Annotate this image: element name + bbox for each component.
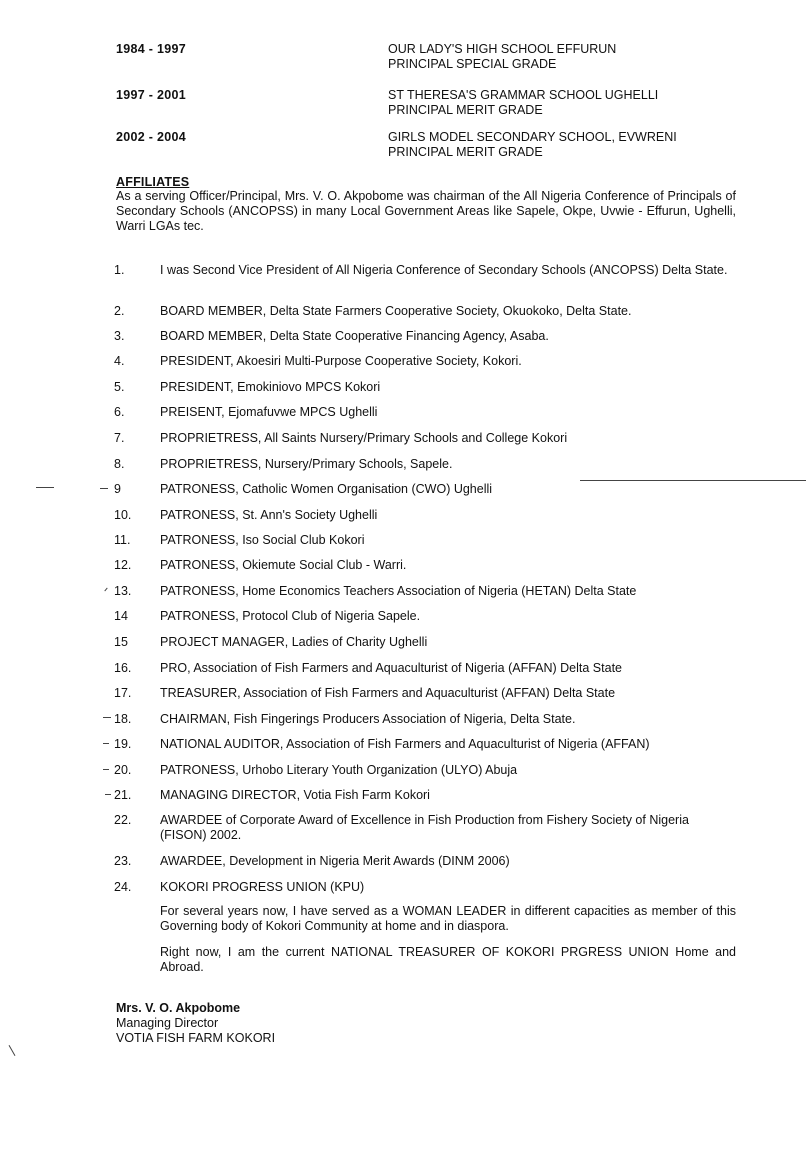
career-title (388, 42, 788, 72)
signature-company: VOTIA FISH FARM KOKORI (116, 1031, 276, 1045)
item-text: KOKORI PROGRESS UNION (KPU) (160, 880, 365, 894)
scan-dash-mark (36, 487, 54, 488)
scan-dash-mark (103, 769, 109, 770)
scan-dash-mark (103, 743, 109, 744)
item-text: NATIONAL AUDITOR, Association of Fish Farmers and Aquaculturist of Nigeria (AFFAN) (160, 737, 650, 751)
item-text: I was Second Vice President of All Nigeria Conference of Secondary Schools (ANCOPSS) Delta State. (160, 263, 728, 277)
item-number: 1. (114, 263, 125, 277)
item-number: 2. (114, 304, 125, 318)
career-grade: PRINCIPAL MERIT GRADE (388, 103, 543, 117)
career-school: OUR LADY'S HIGH SCHOOL EFFURUN (388, 42, 617, 56)
item-number: 23. (114, 854, 132, 868)
item-number: 24. (114, 880, 132, 894)
item-number: 18. (114, 712, 132, 726)
affiliates-heading: AFFILIATES (116, 175, 190, 189)
signature-title: Managing Director (116, 1016, 219, 1030)
item-number: 5. (114, 380, 125, 394)
item-text: PATRONESS, Iso Social Club Kokori (160, 533, 365, 547)
item-text: PREISENT, Ejomafuvwe MPCS Ughelli (160, 405, 378, 419)
item-number: 11. (114, 533, 131, 547)
career-years: 1984 - 1997 (116, 42, 187, 56)
career-grade: PRINCIPAL SPECIAL GRADE (388, 57, 557, 71)
item-number: 15 (114, 635, 128, 649)
item-text: PATRONESS, Home Economics Teachers Association of Nigeria (HETAN) Delta State (160, 584, 637, 598)
scan-dash-mark (103, 717, 111, 718)
item-number: 4. (114, 354, 125, 368)
item-text: TREASURER, Association of Fish Farmers and Aquaculturist (AFFAN) Delta State (160, 686, 616, 700)
item-text: BOARD MEMBER, Delta State Cooperative Financing Agency, Asaba. (160, 329, 549, 343)
career-school: ST THERESA'S GRAMMAR SCHOOL UGHELLI (388, 88, 659, 102)
signature-name: Mrs. V. O. Akpobome (116, 1001, 241, 1015)
item-text: PRESIDENT, Emokiniovo MPCS Kokori (160, 380, 381, 394)
item-text: PRO, Association of Fish Farmers and Aquaculturist of Nigeria (AFFAN) Delta State (160, 661, 622, 675)
scan-dash-mark (100, 488, 108, 489)
item-number: 9 (114, 482, 121, 496)
item-text: CHAIRMAN, Fish Fingerings Producers Association of Nigeria, Delta State. (160, 712, 576, 726)
career-years: 1997 - 2001 (116, 88, 187, 102)
item-number: 6. (114, 405, 125, 419)
item-text: AWARDEE of Corporate Award of Excellence in Fish Production from Fishery Society of Nigeria (FISON) 2002. (160, 813, 689, 842)
scan-stroke-mark (9, 1045, 16, 1056)
item-text: MANAGING DIRECTOR, Votia Fish Farm Kokori (160, 788, 430, 802)
item-text: PATRONESS, Okiemute Social Club - Warri. (160, 558, 407, 572)
career-title (388, 130, 788, 160)
item-text: PATRONESS, St. Ann's Society Ughelli (160, 508, 378, 522)
item-text: PROPRIETRESS, All Saints Nursery/Primary Schools and College Kokori (160, 431, 568, 445)
scan-tick-mark (104, 588, 107, 592)
affiliates-intro: As a serving Officer/Principal, Mrs. V. O. Akpobome was chairman of the All Nigeria Conference of Principals of Secondary Schools (ANCOPSS) in many Local Government Areas like Sapele, Okpe, Uvwie - Effurun, Ughelli, Warri LGAs tec. (116, 189, 736, 233)
kpu-paragraph: For several years now, I have served as a WOMAN LEADER in different capacities as member of this Governing body of Kokori Community at home and in diaspora. (160, 904, 736, 933)
item-text: AWARDEE, Development in Nigeria Merit Awards (DINM 2006) (160, 854, 510, 868)
career-years: 2002 - 2004 (116, 130, 187, 144)
kpu-paragraph: Right now, I am the current NATIONAL TREASURER OF KOKORI PRGRESS UNION Home and Abroad. (160, 945, 736, 974)
item-text: BOARD MEMBER, Delta State Farmers Cooperative Society, Okuokoko, Delta State. (160, 304, 632, 318)
item-number: 13. (114, 584, 132, 598)
item-number: 16. (114, 661, 132, 675)
item-number: 3. (114, 329, 125, 343)
item-number: 19. (114, 737, 132, 751)
item-text: PROPRIETRESS, Nursery/Primary Schools, Sapele. (160, 457, 453, 471)
item-number: 8. (114, 457, 125, 471)
item-number: 12. (114, 558, 132, 572)
item-number: 21. (114, 788, 132, 802)
item-text: PRESIDENT, Akoesiri Multi-Purpose Cooperative Society, Kokori. (160, 354, 522, 368)
item-text: PATRONESS, Protocol Club of Nigeria Sapele. (160, 609, 421, 623)
career-grade: PRINCIPAL MERIT GRADE (388, 145, 543, 159)
signature-block (116, 1001, 275, 1046)
scan-line-mark (580, 480, 806, 481)
item-text: PROJECT MANAGER, Ladies of Charity Ughelli (160, 635, 428, 649)
item-number: 10. (114, 508, 132, 522)
scan-dash-mark (105, 794, 111, 795)
item-text: PATRONESS, Urhobo Literary Youth Organization (ULYO) Abuja (160, 763, 518, 777)
career-title (388, 88, 788, 118)
item-number: 7. (114, 431, 125, 445)
career-school: GIRLS MODEL SECONDARY SCHOOL, EVWRENI (388, 130, 677, 144)
item-number: 17. (114, 686, 132, 700)
item-number: 22. (114, 813, 132, 827)
item-text: PATRONESS, Catholic Women Organisation (CWO) Ughelli (160, 482, 493, 496)
item-number: 20. (114, 763, 132, 777)
item-number: 14 (114, 609, 128, 623)
